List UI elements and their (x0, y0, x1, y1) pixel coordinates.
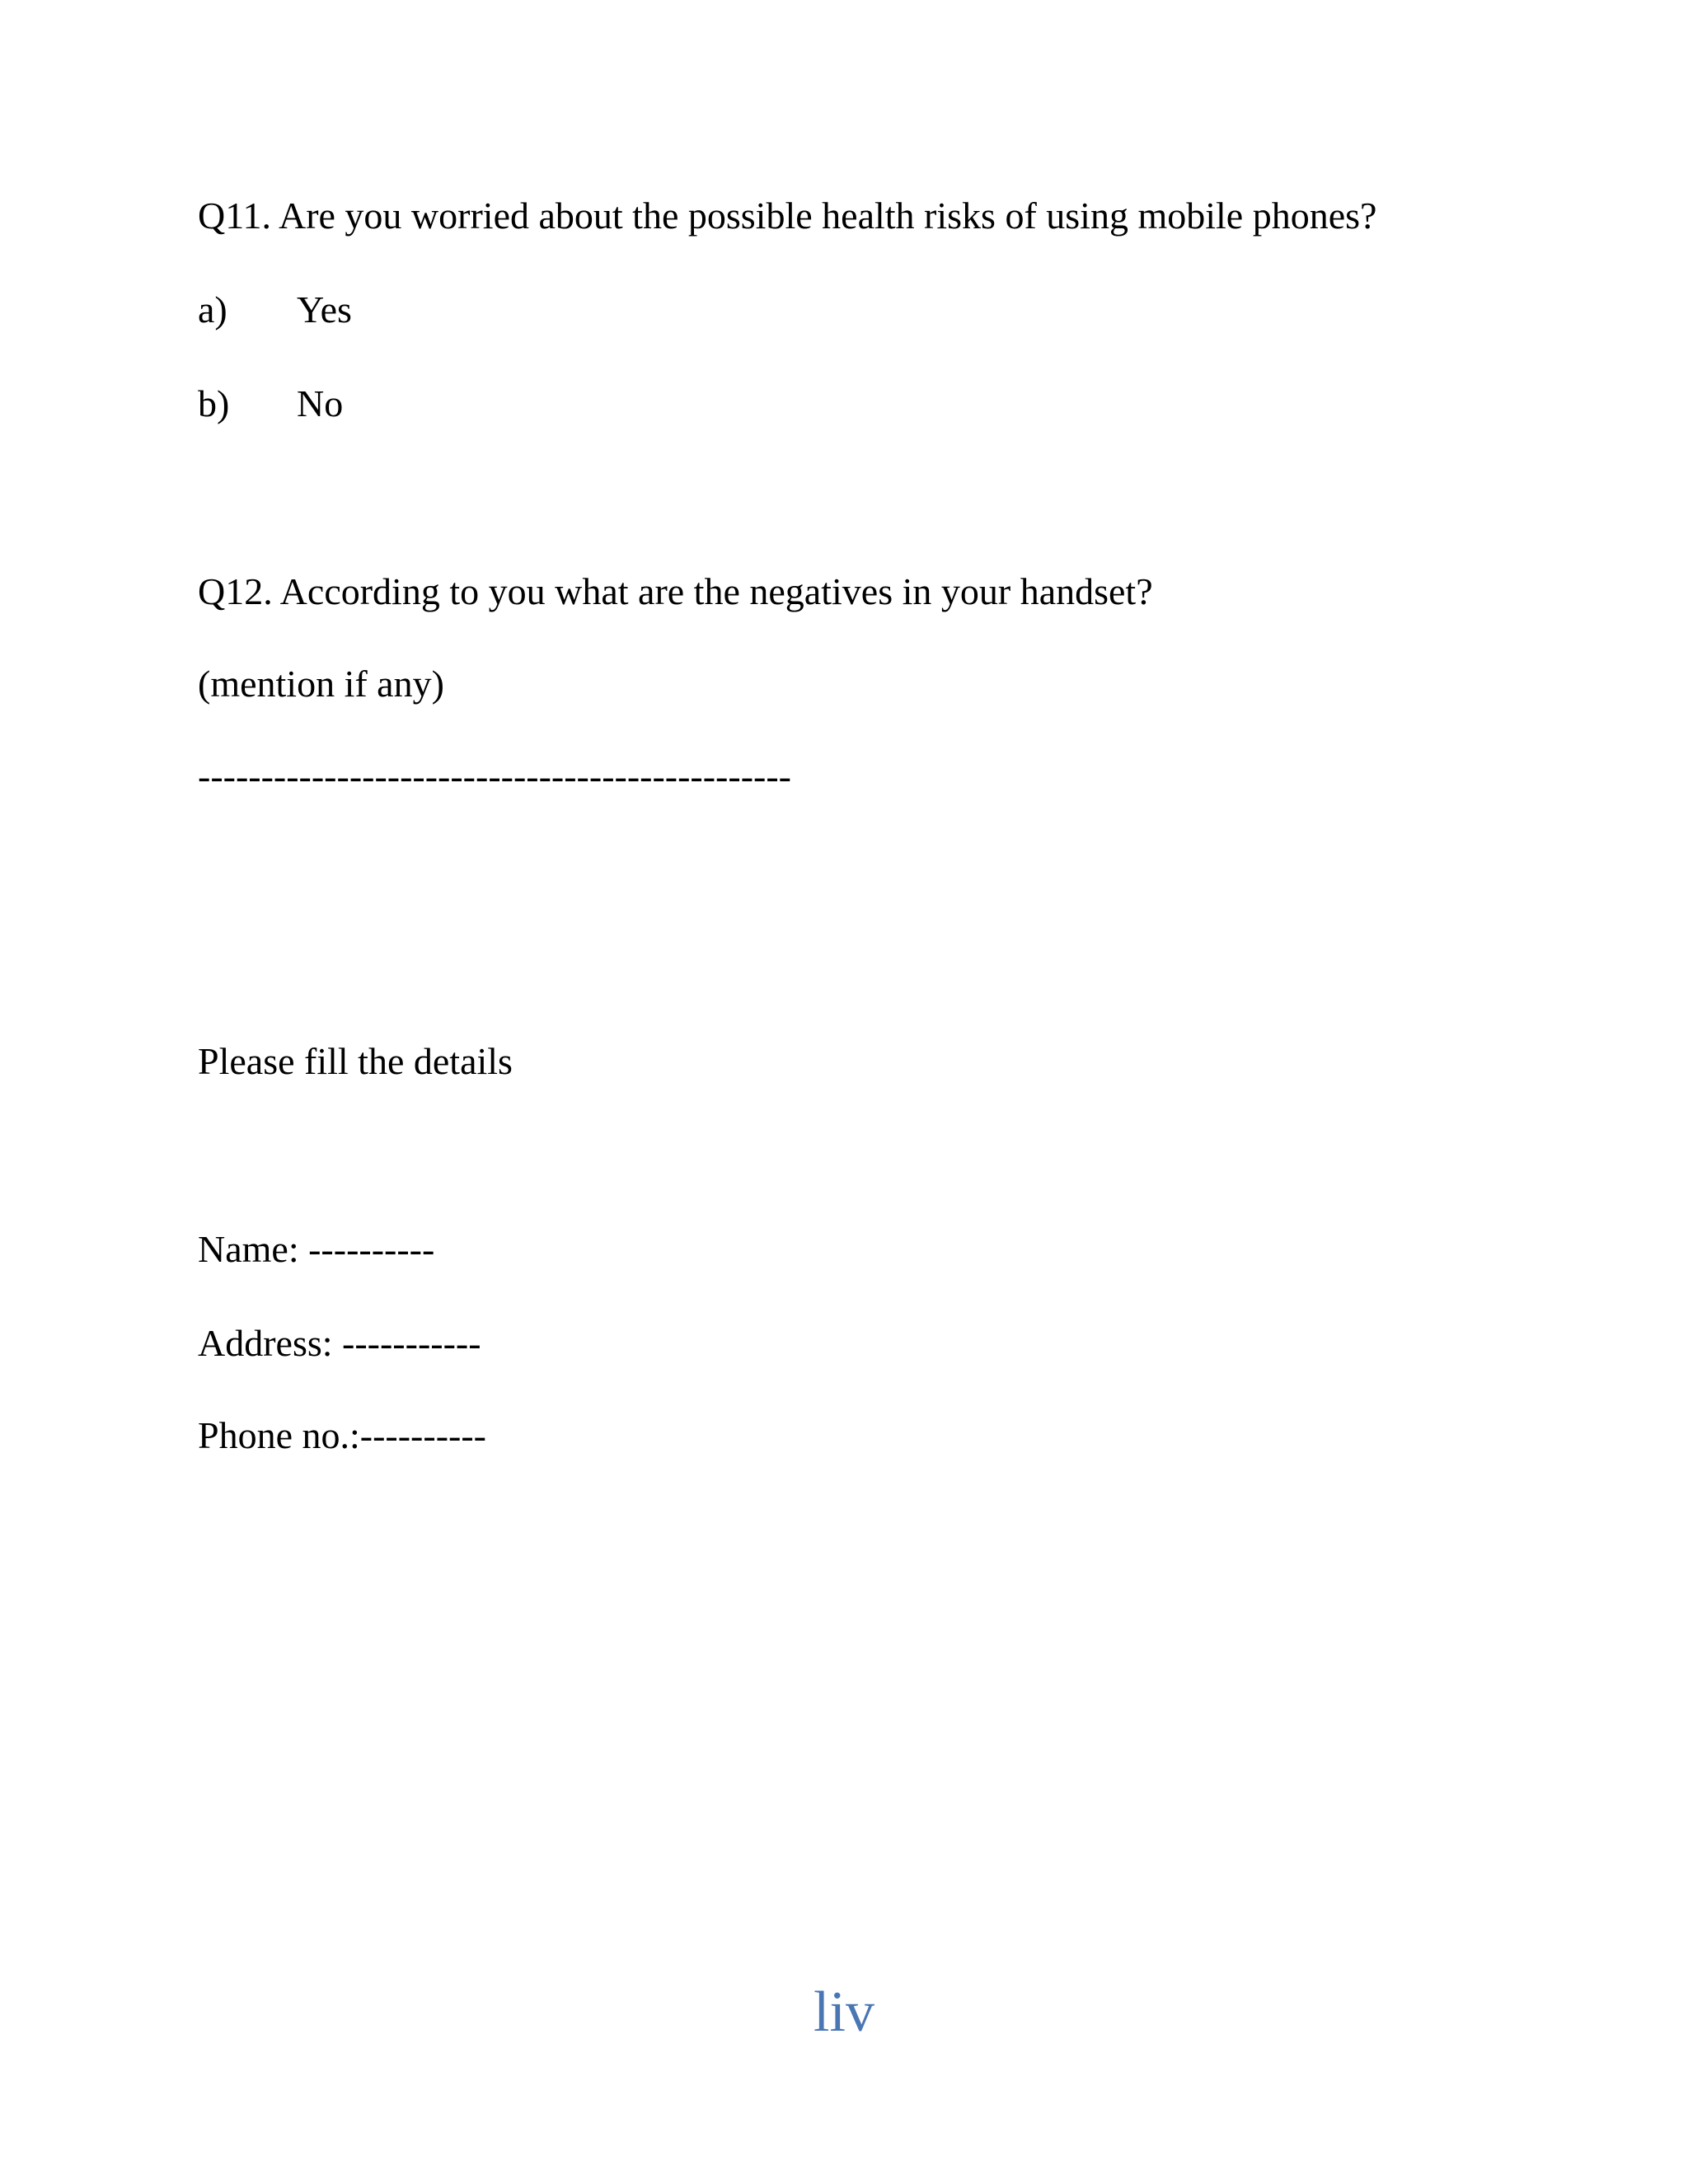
phone-field: Phone no.:---------- (198, 1414, 486, 1456)
q12-answer-line: ----------------------------------------------- (198, 755, 791, 797)
name-field: Name: ---------- (198, 1228, 435, 1270)
option-text: Yes (297, 288, 352, 330)
address-field: Address: ----------- (198, 1322, 481, 1364)
details-heading: Please fill the details (198, 1040, 513, 1082)
q11-option-b (198, 381, 343, 427)
option-letter: a) (198, 288, 227, 330)
q11-question: Q11. Are you worried about the possible health risks of using mobile phones? (198, 194, 1377, 237)
option-letter: b) (198, 382, 230, 424)
q12-note: (mention if any) (198, 663, 444, 705)
option-text: No (297, 382, 344, 424)
page-number: liv (814, 1980, 874, 2044)
q12-question: Q12. According to you what are the negatives in your handset? (198, 570, 1153, 612)
q11-option-a (198, 287, 352, 333)
